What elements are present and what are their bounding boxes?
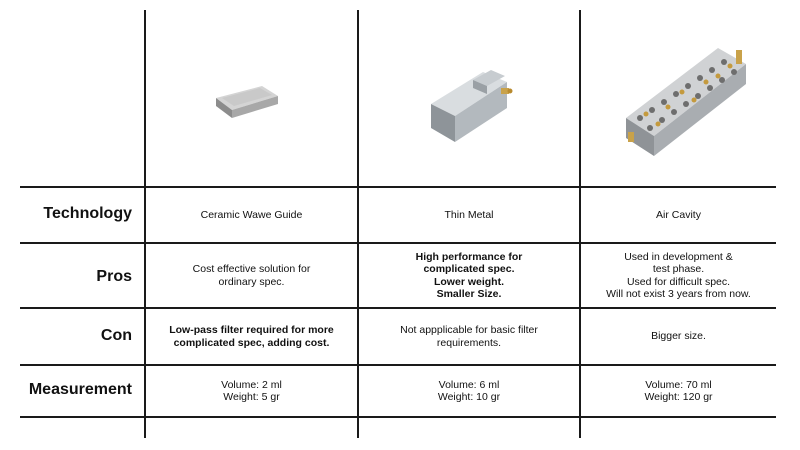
measurement-thin-metal-text: Volume: 6 ml Weight: 10 gr [437, 378, 501, 403]
con-air-cavity-text: Bigger size. [651, 330, 706, 343]
technology-thin-metal [359, 188, 579, 242]
pros-air-cavity-text: Used in development & test phase. Used for difficult spec. Will not exist 3 years from now. [606, 250, 751, 300]
thin-metal-filter-image [425, 58, 515, 150]
technology-thin-metal-text: Thin Metal [444, 208, 494, 221]
row-label-measurement: Measurement [28, 381, 132, 398]
pros-ceramic [146, 244, 357, 307]
technology-ceramic-text: Ceramic Wawe Guide [200, 208, 303, 221]
measurement-air-cavity-text: Volume: 70 ml Weight: 120 gr [644, 378, 713, 403]
row-label-con: Con [100, 327, 132, 344]
con-thin-metal [359, 309, 579, 364]
pros-air-cavity [581, 244, 776, 307]
con-ceramic-text: Low-pass filter required for more complicated spec, adding cost. [169, 324, 334, 349]
con-air-cavity [581, 309, 776, 364]
air-cavity-filter-image [618, 40, 753, 170]
technology-air-cavity [581, 188, 776, 242]
measurement-thin-metal [359, 366, 579, 416]
con-ceramic [146, 309, 357, 364]
measurement-air-cavity [581, 366, 776, 416]
row-label-technology: Technology [43, 205, 132, 222]
technology-air-cavity-text: Air Cavity [656, 208, 701, 221]
pros-ceramic-text: Cost effective solution for ordinary spec. [192, 263, 311, 288]
measurement-ceramic-text: Volume: 2 ml Weight: 5 gr [221, 378, 282, 403]
pros-thin-metal-text: High performance for complicated spec. Lower weight. Smaller Size. [415, 250, 523, 300]
row-label-pros: Pros [96, 268, 132, 285]
measurement-ceramic [146, 366, 357, 416]
ceramic-filter-image [210, 78, 284, 126]
row-divider-5 [20, 416, 776, 418]
pros-thin-metal [359, 244, 579, 307]
con-thin-metal-text: Not appplicable for basic filter requirements. [400, 324, 538, 349]
technology-ceramic [146, 188, 357, 242]
